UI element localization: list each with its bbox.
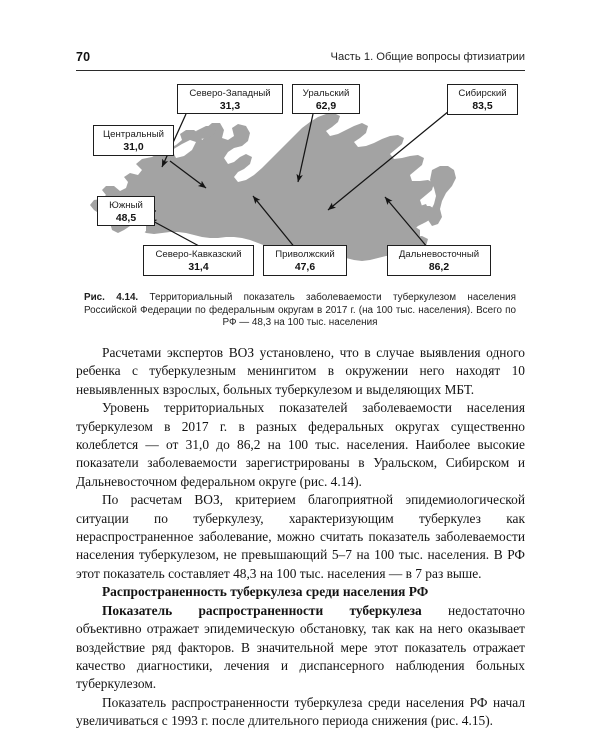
running-head [76, 50, 525, 72]
figure-caption [84, 292, 516, 330]
callout-value-siberian: 83,5 [472, 101, 493, 112]
callout-box-northwest[interactable] [177, 84, 283, 114]
callout-label-siberian: Сибирский [458, 88, 507, 99]
paragraph-4-rest: недостаточно объективно отражает эпидемическую обстановку, так как на него оказывает воздействие ряд факторов. В значительной мере этот показатель отражает качество диагностики, лечения и диспансерного наблюдения больных туберкулезом. [76, 602, 525, 692]
callout-value-volga: 47,6 [294, 262, 316, 273]
paragraph-4-lead: Показатель распространенности туберкулеза [102, 602, 422, 618]
figure-caption-text: Территориальный показатель заболеваемости туберкулезом населения Российской Федерации по федеральным округам в 2017 г. (на 100 тыс. населения). Всего по РФ — 48,3 на 100 тыс. населения [84, 292, 516, 329]
callout-label-central: Центральный [103, 129, 164, 140]
callout-value-fareast: 86,2 [428, 262, 450, 273]
callout-box-ural[interactable] [292, 84, 360, 114]
header-divider [76, 70, 525, 71]
paragraph-2: Уровень территориальных показателей заболеваемости населения туберкулезом в 2017 г. в разных федеральных округах существенно колеблется — от 31,0 до 86,2 на 100 тыс. населения. Наиболее высокие показатели заболеваемости зарегистрированы в Уральском, Сибирском и Дальневосточном федеральном округе (рис. 4.14). [76, 400, 525, 489]
callout-label-northwest: Северо-Западный [189, 88, 271, 99]
callout-label-fareast: Дальневосточный [398, 249, 480, 260]
figure-4-14 [76, 78, 525, 283]
callout-box-volga[interactable] [263, 245, 347, 276]
callout-box-central[interactable] [93, 125, 174, 156]
callout-value-central: 31,0 [123, 142, 144, 153]
section-subheading: Распространенность туберкулеза среди населения РФ [102, 584, 429, 600]
callout-label-volga: Приволжский [275, 249, 335, 260]
callout-box-siberian[interactable] [447, 84, 518, 115]
callout-value-ural: 62,9 [315, 101, 337, 112]
paragraph-4 [76, 602, 525, 694]
paragraph-3: По расчетам ВОЗ, критерием благоприятной эпидемиологической ситуации по туберкулезу, характеризующим туберкулез как нераспространенное заболевание, можно считать показатель заболеваемости населения туберкулезом, не превышающий 5–7 на 100 тыс. населения. В РФ этот показатель составляет 48,3 на 100 тыс. населения — в 7 раз выше. [76, 492, 525, 581]
callout-box-southern[interactable] [97, 196, 155, 226]
paragraph-5: Показатель распространенности туберкулеза среди населения РФ начал увеличиваться с 1993 г. после длительного периода снижения (рис. 4.15). [76, 694, 525, 729]
callout-box-fareast[interactable] [387, 245, 491, 276]
body-text [76, 344, 525, 731]
callout-value-northwest: 31,3 [219, 101, 241, 112]
page-number: 70 [76, 50, 91, 64]
callout-label-southern: Южный [109, 200, 143, 211]
callout-label-ural: Уральский [302, 88, 350, 99]
callout-box-northcaucasian[interactable] [143, 245, 254, 276]
callout-value-southern: 48,5 [115, 213, 137, 224]
paragraph-1: Расчетами экспертов ВОЗ установлено, что в случае выявления одного ребенка с туберкулезным менингитом в окружении него находят 10 невыявленных взрослых, больных туберкулезом и выделяющих МБТ. [76, 345, 525, 397]
callout-value-northcaucasian: 31,4 [188, 262, 209, 273]
running-head-title: Часть 1. Общие вопросы фтизиатрии [330, 51, 525, 63]
callout-label-northcaucasian: Северо-Кавказский [155, 249, 242, 260]
figure-caption-label: Рис. 4.14. [84, 292, 139, 303]
